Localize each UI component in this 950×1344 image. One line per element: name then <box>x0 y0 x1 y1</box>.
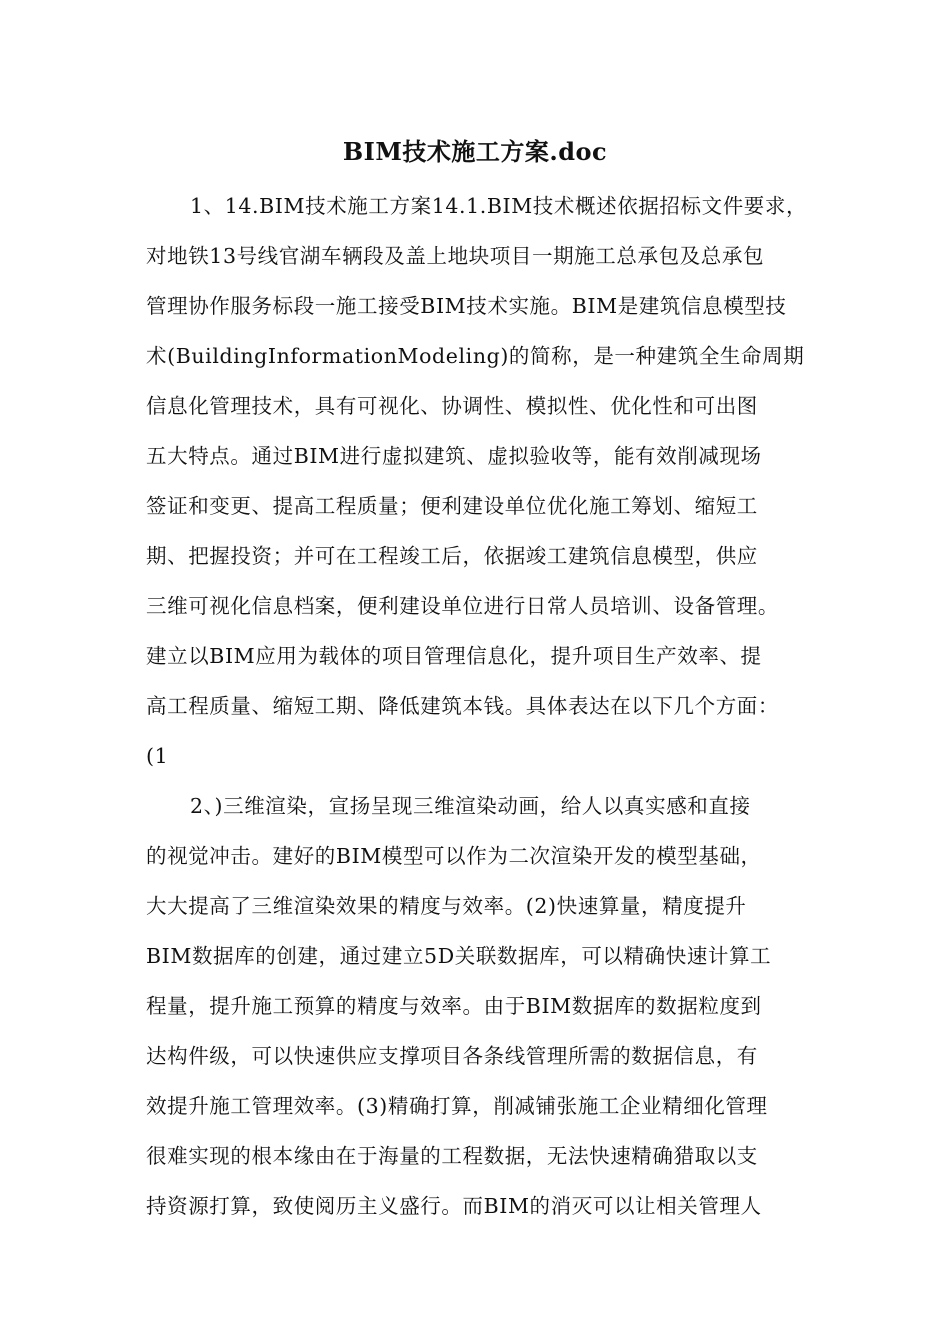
paragraph-1-line-11: 高工程质量、缩短工期、降低建筑本钱。具体表达在以下几个方面： <box>146 694 779 718</box>
paragraph-1-line-12: (1 <box>146 744 169 768</box>
paragraph-2-line-2: 的视觉冲击。建好的BIM模型可以作为二次渲染开发的模型基础， <box>146 844 762 868</box>
paragraph-2-line-7: 效提升施工管理效率。(3)精确打算，削减铺张施工企业精细化管理 <box>146 1094 768 1118</box>
paragraph-1-line-6: 五大特点。通过BIM进行虚拟建筑、虚拟验收等，能有效削减现场 <box>146 444 762 468</box>
paragraph-1-line-4: 术(BuildingInformationModeling)的简称，是一种建筑全生命周期 <box>146 344 805 368</box>
paragraph-2-line-9: 持资源打算，致使阅历主义盛行。而BIM的消灭可以让相关管理人 <box>146 1194 762 1218</box>
paragraph-1-line-2: 对地铁13号线官湖车辆段及盖上地块项目一期施工总承包及总承包 <box>146 244 765 268</box>
paragraph-2-line-1: 2、)三维渲染，宣扬呈现三维渲染动画，给人以真实感和直接 <box>190 794 751 818</box>
paragraph-2-line-5: 程量，提升施工预算的精度与效率。由于BIM数据库的数据粒度到 <box>146 994 762 1018</box>
document-title: BIM技术施工方案.doc <box>342 137 608 166</box>
paragraph-2-line-8: 很难实现的根本缘由在于海量的工程数据，无法快速精确猎取以支 <box>146 1144 758 1168</box>
paragraph-1-line-8: 期、把握投资；并可在工程竣工后，依据竣工建筑信息模型，供应 <box>146 544 758 568</box>
paragraph-1-line-9: 三维可视化信息档案，便利建设单位进行日常人员培训、设备管理。 <box>146 594 779 618</box>
paragraph-2-line-4: BIM数据库的创建，通过建立5D关联数据库，可以精确快速计算工 <box>146 944 772 968</box>
paragraph-1-line-5: 信息化管理技术，具有可视化、协调性、模拟性、优化性和可出图 <box>146 394 758 418</box>
paragraph-1-line-10: 建立以BIM应用为载体的项目管理信息化，提升项目生产效率、提 <box>146 644 762 668</box>
paragraph-2-line-6: 达构件级，可以快速供应支撑项目各条线管理所需的数据信息，有 <box>146 1044 758 1068</box>
paragraph-1-line-3: 管理协作服务标段一施工接受BIM技术实施。BIM是建筑信息模型技 <box>146 294 787 318</box>
paragraph-2-line-3: 大大提高了三维渲染效果的精度与效率。(2)快速算量，精度提升 <box>146 894 747 918</box>
paragraph-1-line-1: 1、14.BIM技术施工方案14.1.BIM技术概述依据招标文件要求， <box>190 194 808 218</box>
paragraph-1-line-7: 签证和变更、提高工程质量；便利建设单位优化施工筹划、缩短工 <box>146 494 758 518</box>
